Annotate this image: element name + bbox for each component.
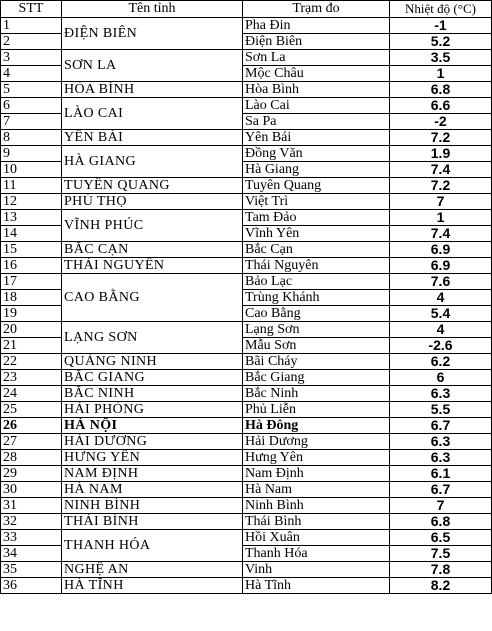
- row-number: 12: [1, 194, 62, 210]
- row-number: 4: [1, 66, 62, 82]
- row-number: 29: [1, 466, 62, 482]
- station-name: Cao Bằng: [243, 306, 390, 322]
- station-name: Thái Nguyên: [243, 258, 390, 274]
- temperature-value: 6.3: [390, 450, 492, 466]
- province-name: BẮC CẠN: [62, 242, 243, 258]
- station-name: Bãi Cháy: [243, 354, 390, 370]
- province-name: HÒA BÌNH: [62, 82, 243, 98]
- province-name: YÊN BÁI: [62, 130, 243, 146]
- province-name: PHÚ THỌ: [62, 194, 243, 210]
- province-name: NGHỆ AN: [62, 562, 243, 578]
- station-name: Việt Trì: [243, 194, 390, 210]
- table-row: [1, 498, 492, 514]
- province-name: HÀ GIANG: [62, 146, 243, 178]
- province-name: THANH HÓA: [62, 530, 243, 562]
- province-name: HẢI PHÒNG: [62, 402, 243, 418]
- province-name: BẮC GIANG: [62, 370, 243, 386]
- table-row: [1, 18, 492, 34]
- station-name: Mẫu Sơn: [243, 338, 390, 354]
- row-number: 27: [1, 434, 62, 450]
- province-name: QUẢNG NINH: [62, 354, 243, 370]
- province-name: HƯNG YÊN: [62, 450, 243, 466]
- row-number: 6: [1, 98, 62, 114]
- row-number: 34: [1, 546, 62, 562]
- station-name: Hòa Bình: [243, 82, 390, 98]
- province-name: LÀO CAI: [62, 98, 243, 130]
- table-row: [1, 322, 492, 338]
- station-name: Hà Đông: [243, 418, 390, 434]
- row-number: 2: [1, 34, 62, 50]
- temperature-value: 7.5: [390, 546, 492, 562]
- province-name: ĐIỆN BIÊN: [62, 18, 243, 50]
- table-row: [1, 370, 492, 386]
- row-number: 32: [1, 514, 62, 530]
- table-row: [1, 178, 492, 194]
- table-row: [1, 210, 492, 226]
- table-row: [1, 242, 492, 258]
- table-row: [1, 146, 492, 162]
- station-name: Vinh: [243, 562, 390, 578]
- temperature-value: 6.6: [390, 98, 492, 114]
- station-name: Nam Định: [243, 466, 390, 482]
- station-name: Bắc Cạn: [243, 242, 390, 258]
- table-row: [1, 194, 492, 210]
- station-name: Đồng Văn: [243, 146, 390, 162]
- table-row: [1, 354, 492, 370]
- row-number: 1: [1, 18, 62, 34]
- table-row: [1, 562, 492, 578]
- row-number: 15: [1, 242, 62, 258]
- table-row: [1, 274, 492, 290]
- temperature-value: 6.7: [390, 482, 492, 498]
- station-name: Hồi Xuân: [243, 530, 390, 546]
- row-number: 22: [1, 354, 62, 370]
- temperature-value: 6.7: [390, 418, 492, 434]
- temperature-value: 1: [390, 66, 492, 82]
- temperature-value: -2: [390, 114, 492, 130]
- station-name: Pha Đin: [243, 18, 390, 34]
- station-name: Bảo Lạc: [243, 274, 390, 290]
- station-name: Mộc Châu: [243, 66, 390, 82]
- table-row: [1, 434, 492, 450]
- province-name: HÀ TĨNH: [62, 578, 243, 594]
- row-number: 10: [1, 162, 62, 178]
- province-name: SƠN LA: [62, 50, 243, 82]
- temperature-value: 7.4: [390, 226, 492, 242]
- row-number: 21: [1, 338, 62, 354]
- row-number: 19: [1, 306, 62, 322]
- station-name: Điện Biên: [243, 34, 390, 50]
- province-name: HÀ NAM: [62, 482, 243, 498]
- row-number: 14: [1, 226, 62, 242]
- temperature-value: -1: [390, 18, 492, 34]
- table-row: [1, 466, 492, 482]
- row-number: 18: [1, 290, 62, 306]
- province-name: BẮC NINH: [62, 386, 243, 402]
- station-name: Tuyên Quang: [243, 178, 390, 194]
- row-number: 16: [1, 258, 62, 274]
- temperature-value: 6.5: [390, 530, 492, 546]
- station-name: Hà Nam: [243, 482, 390, 498]
- temperature-value: 6.9: [390, 258, 492, 274]
- table-row: [1, 482, 492, 498]
- province-name: CAO BẰNG: [62, 274, 243, 322]
- temperature-value: 7.4: [390, 162, 492, 178]
- province-name: HÀ NỘI: [62, 418, 243, 434]
- station-name: Lào Cai: [243, 98, 390, 114]
- table-row: [1, 258, 492, 274]
- table-row: [1, 130, 492, 146]
- temperature-value: 6.8: [390, 82, 492, 98]
- row-number: 30: [1, 482, 62, 498]
- station-name: Bắc Giang: [243, 370, 390, 386]
- row-number: 36: [1, 578, 62, 594]
- temperature-value: 6.3: [390, 386, 492, 402]
- station-name: Hải Dương: [243, 434, 390, 450]
- temperature-value: 5.5: [390, 402, 492, 418]
- province-name: HẢI DƯƠNG: [62, 434, 243, 450]
- row-number: 35: [1, 562, 62, 578]
- station-name: Thái Bình: [243, 514, 390, 530]
- station-name: Sơn La: [243, 50, 390, 66]
- row-number: 25: [1, 402, 62, 418]
- station-name: Thanh Hóa: [243, 546, 390, 562]
- station-name: Hà Tĩnh: [243, 578, 390, 594]
- temperature-value: 4: [390, 290, 492, 306]
- temperature-value: 6.3: [390, 434, 492, 450]
- temperature-value: 6.2: [390, 354, 492, 370]
- row-number: 23: [1, 370, 62, 386]
- province-name: NAM ĐỊNH: [62, 466, 243, 482]
- header-row: [1, 1, 492, 18]
- row-number: 20: [1, 322, 62, 338]
- temperature-value: 6.9: [390, 242, 492, 258]
- station-name: Hà Giang: [243, 162, 390, 178]
- table-row: [1, 530, 492, 546]
- temperature-value: 1: [390, 210, 492, 226]
- table-body: [1, 18, 492, 594]
- temperature-value: 6.8: [390, 514, 492, 530]
- station-name: Phủ Liễn: [243, 402, 390, 418]
- station-name: Ninh Bình: [243, 498, 390, 514]
- row-number: 26: [1, 418, 62, 434]
- temperature-value: 6.1: [390, 466, 492, 482]
- temperature-value: 4: [390, 322, 492, 338]
- row-number: 11: [1, 178, 62, 194]
- temperature-value: 7: [390, 498, 492, 514]
- row-number: 8: [1, 130, 62, 146]
- temperature-value: 5.4: [390, 306, 492, 322]
- temperature-value: 7.2: [390, 178, 492, 194]
- table-row: [1, 386, 492, 402]
- temperature-value: 7.6: [390, 274, 492, 290]
- row-number: 24: [1, 386, 62, 402]
- station-name: Trùng Khánh: [243, 290, 390, 306]
- row-number: 33: [1, 530, 62, 546]
- table-row: [1, 450, 492, 466]
- temperature-value: 7: [390, 194, 492, 210]
- row-number: 13: [1, 210, 62, 226]
- table-row: [1, 98, 492, 114]
- row-number: 5: [1, 82, 62, 98]
- province-name: NINH BÌNH: [62, 498, 243, 514]
- header-province: Tên tỉnh: [62, 1, 243, 18]
- header-stt: STT: [1, 1, 62, 18]
- station-name: Sa Pa: [243, 114, 390, 130]
- temperature-value: -2.6: [390, 338, 492, 354]
- temperature-value: 7.2: [390, 130, 492, 146]
- row-number: 3: [1, 50, 62, 66]
- temperature-value: 7.8: [390, 562, 492, 578]
- station-name: Tam Đảo: [243, 210, 390, 226]
- temperature-value: 6: [390, 370, 492, 386]
- row-number: 17: [1, 274, 62, 290]
- table-row: [1, 402, 492, 418]
- temperature-value: 1.9: [390, 146, 492, 162]
- row-number: 31: [1, 498, 62, 514]
- station-name: Hưng Yên: [243, 450, 390, 466]
- table-row: [1, 50, 492, 66]
- province-name: THÁI NGUYÊN: [62, 258, 243, 274]
- header-temperature: Nhiệt độ (°C): [390, 1, 492, 18]
- temperature-value: 3.5: [390, 50, 492, 66]
- table-row: [1, 514, 492, 530]
- row-number: 9: [1, 146, 62, 162]
- row-number: 28: [1, 450, 62, 466]
- province-name: VĨNH PHÚC: [62, 210, 243, 242]
- temperature-value: 8.2: [390, 578, 492, 594]
- province-name: LẠNG SƠN: [62, 322, 243, 354]
- header-station: Trạm đo: [243, 1, 390, 18]
- province-name: THÁI BÌNH: [62, 514, 243, 530]
- station-name: Yên Bái: [243, 130, 390, 146]
- temperature-value: 5.2: [390, 34, 492, 50]
- table-row: [1, 82, 492, 98]
- station-name: Vĩnh Yên: [243, 226, 390, 242]
- province-name: TUYÊN QUANG: [62, 178, 243, 194]
- table-row: [1, 578, 492, 594]
- station-name: Bắc Ninh: [243, 386, 390, 402]
- row-number: 7: [1, 114, 62, 130]
- station-name: Lạng Sơn: [243, 322, 390, 338]
- table-row: [1, 418, 492, 434]
